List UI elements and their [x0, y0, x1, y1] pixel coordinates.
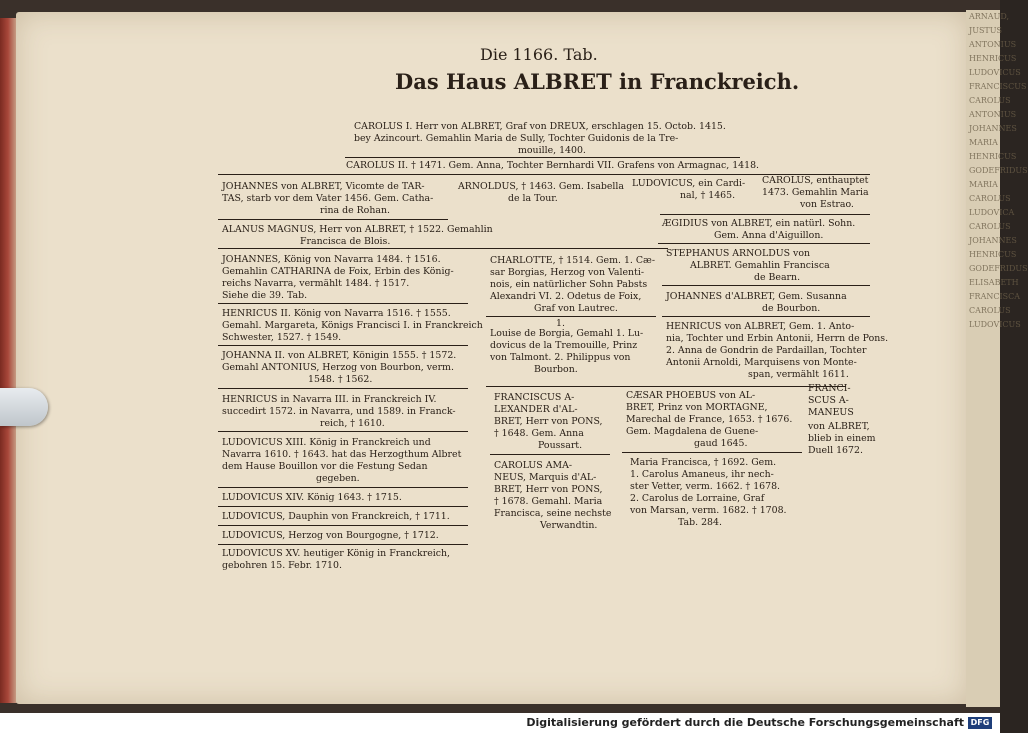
arnoldus-1: ARNOLDUS, † 1463. Gem. Isabella	[458, 181, 625, 192]
alanus-2: Francisca de Blois.	[300, 236, 391, 247]
johannes-navarra-1: JOHANNES, König von Navarra 1484. † 1516.	[222, 254, 441, 265]
caesar-phoebus-2: BRET, Prinz von MORTAGNE,	[626, 402, 768, 413]
aegidius-2: Gem. Anna d'Aiguillon.	[714, 230, 824, 241]
carolus-amaneus-6: Verwandtin.	[540, 520, 598, 531]
johannes-albret-2: de Bourbon.	[762, 303, 821, 314]
carolus-enthauptet-3: von Estrao.	[800, 199, 854, 210]
ludovicus-xiii-3: dem Hause Bouillon vor die Festung Sedan	[222, 461, 428, 472]
franciscus-alexander-1: FRANCISCUS A-	[494, 392, 575, 403]
johannes-navarra-4: Siehe die 39. Tab.	[222, 290, 308, 301]
henricus-iv-1: HENRICUS in Navarra III. in Franckreich IV.	[222, 394, 437, 405]
aegidius-1: ÆGIDIUS von ALBRET, ein natürl. Sohn.	[662, 218, 856, 229]
johannes-albret-1: JOHANNES d'ALBRET, Gem. Susanna	[666, 291, 847, 302]
ludovicus-xiii-4: gegeben.	[316, 473, 360, 484]
franciscus-alexander-3: BRET, Herr von PONS,	[494, 416, 603, 427]
caesar-phoebus-5: gaud 1645.	[694, 438, 748, 449]
johannes-navarra-3: reichs Navarra, vermählt 1484. † 1517.	[222, 278, 410, 289]
henricus-albret-3: 2. Anna de Gondrin de Pardaillan, Tochter	[666, 345, 867, 356]
johannes-tartas-1: JOHANNES von ALBRET, Vicomte de TAR-	[222, 181, 425, 192]
maria-francisca-1: Maria Francisca, † 1692. Gem.	[630, 457, 777, 468]
charlotte-4: Alexandri VI. 2. Odetus de Foix,	[490, 291, 642, 302]
ludovicus-xiv: LUDOVICUS XIV. König 1643. † 1715.	[222, 492, 402, 503]
henricus-iv-2: succedirt 1572. in Navarra, und 1589. in Franck-	[222, 406, 456, 417]
caesar-phoebus-1: CÆSAR PHOEBUS von AL-	[626, 390, 756, 401]
maria-francisca-4: 2. Carolus de Lorraine, Graf	[630, 493, 765, 504]
charlotte-3: nois, ein natürlicher Sohn Pabsts	[490, 279, 648, 290]
root-line-2: bey Azincourt. Gemahlin Maria de Sully, Tochter Guidonis de la Tre-	[354, 133, 679, 144]
carolus-amaneus-1: CAROLUS AMA-	[494, 460, 573, 471]
page-clip	[0, 388, 48, 426]
charlotte-1: CHARLOTTE, † 1514. Gem. 1. Cæ-	[490, 255, 656, 266]
franciscus-alexander-2: LEXANDER d'AL-	[494, 404, 578, 415]
johannes-tartas-2: TAS, starb vor dem Vater 1456. Gem. Catha-	[222, 193, 434, 204]
carolus-ii: CAROLUS II. † 1471. Gem. Anna, Tochter Bernhardi VII. Grafens von Armagnac, 1418.	[346, 160, 760, 171]
henricus-iv-3: reich, † 1610.	[320, 418, 385, 429]
henricus-ii-2: Gemahl. Margareta, Königs Francisci I. in Franckreich	[222, 320, 483, 331]
maria-francisca-5: von Marsan, verm. 1682. † 1708.	[630, 505, 787, 516]
franciscus-alexander-4: † 1648. Gem. Anna	[494, 428, 584, 439]
franciscus-amaneus-2: SCUS A-	[808, 395, 849, 406]
ludovicus-cardinal-1: LUDOVICUS, ein Cardi-	[632, 178, 746, 189]
stephanus-2: ALBRET. Gemahlin Francisca	[690, 260, 830, 271]
alanus-1: ALANUS MAGNUS, Herr von ALBRET, † 1522. Gemahlin	[222, 224, 493, 235]
franciscus-amaneus-1: FRANCI-	[808, 383, 851, 394]
caesar-phoebus-3: Marechal de France, 1653. † 1676.	[626, 414, 793, 425]
franciscus-alexander-5: Poussart.	[538, 440, 583, 451]
henricus-albret-5: span, vermählt 1611.	[748, 369, 849, 380]
johannes-tartas-3: rina de Rohan.	[320, 205, 390, 216]
henricus-albret-4: Antonii Arnoldi, Marquisens von Monte-	[666, 357, 857, 368]
ludovicus-xiii-2: Navarra 1610. † 1643. hat das Herzogthum Albret	[222, 449, 462, 460]
ludovicus-bourgogne: LUDOVICUS, Herzog von Bourgogne, † 1712.	[222, 530, 439, 541]
carolus-amaneus-2: NEUS, Marquis d'AL-	[494, 472, 597, 483]
arnoldus-2: de la Tour.	[508, 193, 558, 204]
carolus-enthauptet-2: 1473. Gemahlin Maria	[762, 187, 869, 198]
maria-francisca-3: ster Vetter, verm. 1662. † 1678.	[630, 481, 781, 492]
carolus-amaneus-3: BRET, Herr von PONS,	[494, 484, 603, 495]
charlotte-2: sar Borgias, Herzog von Valenti-	[490, 267, 644, 278]
funding-note: Digitalisierung gefördert durch die Deutsche Forschungsgemeinschaft	[526, 716, 964, 729]
louise-marker: 1.	[556, 318, 565, 329]
page-title: Das Haus ALBRET in Franckreich.	[395, 69, 800, 94]
johanna-ii-2: Gemahl ANTONIUS, Herzog von Bourbon, verm.	[222, 362, 454, 373]
johanna-ii-3: 1548. † 1562.	[308, 374, 373, 385]
root-line-1: CAROLUS I. Herr von ALBRET, Graf von DREUX, erschlagen 15. Octob. 1415.	[354, 121, 726, 132]
ludovicus-xv-1: LUDOVICUS XV. heutiger König in Franckreich,	[222, 548, 451, 559]
table-number: Die 1166. Tab.	[480, 45, 598, 64]
ludovicus-xiii-1: LUDOVICUS XIII. König in Franckreich und	[222, 437, 431, 448]
stephanus-3: de Bearn.	[754, 272, 801, 283]
johanna-ii-1: JOHANNA II. von ALBRET, Königin 1555. † 1572.	[222, 350, 457, 361]
franciscus-amaneus-3: MANEUS	[808, 407, 854, 418]
ludovicus-cardinal-2: nal, † 1465.	[680, 190, 736, 201]
caesar-phoebus-4: Gem. Magdalena de Guene-	[626, 426, 759, 437]
maria-francisca-6: Tab. 284.	[678, 517, 722, 528]
root-line-3: mouille, 1400.	[518, 145, 586, 156]
louise-3: von Talmont. 2. Philippus von	[490, 352, 631, 363]
henricus-ii-3: Schwester, 1527. † 1549.	[222, 332, 342, 343]
johannes-navarra-2: Gemahlin CATHARINA de Foix, Erbin des König-	[222, 266, 454, 277]
henricus-ii-1: HENRICUS II. König von Navarra 1516. † 1555.	[222, 308, 451, 319]
carolus-enthauptet-1: CAROLUS, enthauptet	[762, 175, 869, 186]
facing-page-edge: ARNAUD, JUSTUS ANTONIUS HENRICUS LUDOVICUS FRANCISCUS CAROLUS ANTONIUS JOHANNES MARIA HENRICUS GODEFRIDUS MARIA CAROLUS LUDOVICA CAROLUS JOHANNES HENRICUS GODEFRIDUS ELISABETH FRANCISCA CAROLUS LUDOVICUS	[966, 10, 1000, 707]
maria-francisca-2: 1. Carolus Amaneus, ihr nech-	[630, 469, 774, 480]
dfg-logo: DFG	[968, 717, 992, 729]
franciscus-amaneus-4: von ALBRET,	[808, 421, 870, 432]
henricus-albret-2: nia, Tochter und Erbin Antonii, Herrn de Pons.	[666, 333, 889, 344]
franciscus-amaneus-5: blieb in einem	[808, 433, 876, 444]
ludovicus-dauphin: LUDOVICUS, Dauphin von Franckreich, † 1711.	[222, 511, 450, 522]
louise-4: Bourbon.	[534, 364, 578, 375]
carolus-amaneus-5: Francisca, seine nechste	[494, 508, 612, 519]
henricus-albret-1: HENRICUS von ALBRET, Gem. 1. Anto-	[666, 321, 855, 332]
franciscus-amaneus-6: Duell 1672.	[808, 445, 863, 456]
louise-2: dovicus de la Tremouille, Prinz	[490, 340, 638, 351]
charlotte-5: Graf von Lautrec.	[534, 303, 618, 314]
footer-bar	[0, 713, 1000, 733]
stephanus-1: STEPHANUS ARNOLDUS von	[666, 248, 811, 259]
carolus-amaneus-4: † 1678. Gemahl. Maria	[494, 496, 603, 507]
ludovicus-xv-2: gebohren 15. Febr. 1710.	[222, 560, 342, 571]
louise-1: Louise de Borgia, Gemahl 1. Lu-	[490, 328, 644, 339]
